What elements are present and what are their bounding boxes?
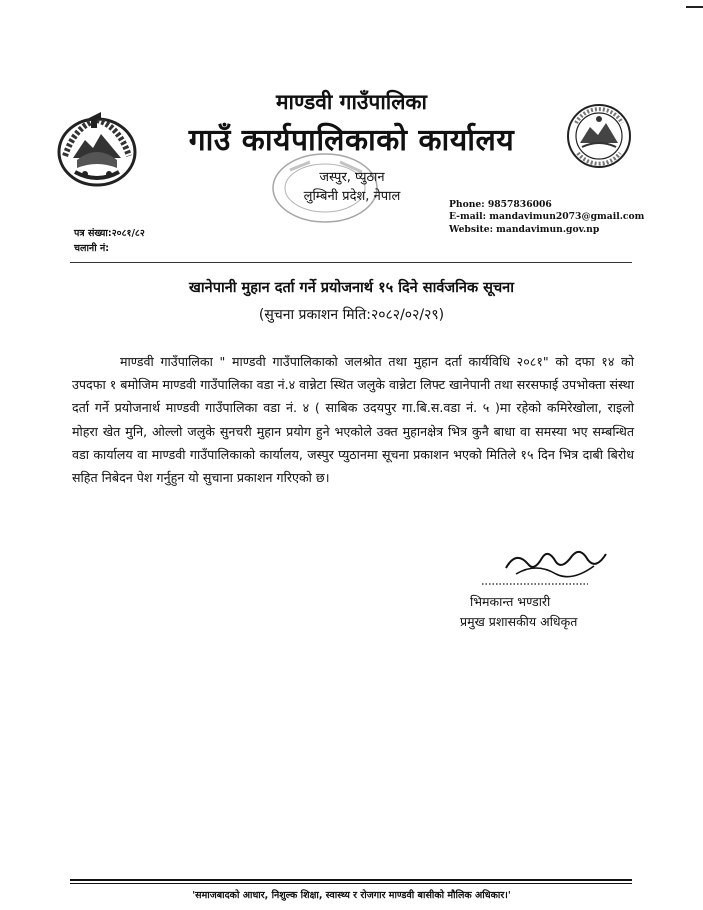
letter-number: पत्र संख्या:२०८१/८२ <box>74 228 145 239</box>
header-divider <box>70 262 632 263</box>
footer-divider-thin <box>70 883 632 884</box>
footer-divider-thick <box>70 879 632 881</box>
handwritten-signature-icon <box>476 540 621 598</box>
notice-body: माण्डवी गाउँपालिका " माण्डवी गाउँपालिकाको जलश्रोत तथा मुहान दर्ता कार्यविधि २०८१" को दफा १४ को उपदफा १ बमोजिम माण्डवी गाउँपालिका वडा नं.४ वान्नेटा स्थित जलुके वान्नेटा लिफ्ट खानेपानी तथा सरसफाई उपभोक्ता संस्था दर्ता गर्ने प्रयोजनार्थ माण्डवी गाउँपालिका वडा नं. ४ ( साबिक उदयपुर गा.बि.स.वडा नं. ५ )मा रहेको कमिरेखोला, राइलो मोहरा खेत मुनि, ओल्लो जलुके सुनचरी मुहान प्रयोग हुने भएकोले उक्त मुहानक्षेत्र भित्र कुनै बाधा वा समस्या भए सम्बन्धित वडा कार्यालय वा माण्डवी गाउँपालिकाको कार्यालय, जस्पुर प्युठानमा सूचना प्रकाशन भएको मितिले १५ दिन भित्र दाबी बिरोध सहित निबेदन पेश गर्नुहुन यो सुचाना प्रकाशन गरिएको छ। <box>72 354 634 486</box>
office-name: गाउँ कार्यपालिकाको कार्यालय <box>188 123 515 158</box>
address-province: लुम्बिनी प्रदेश, नेपाल <box>303 189 401 204</box>
notice-publish-date: (सुचना प्रकाशन मिति:२०८२/०२/२९) <box>258 307 445 323</box>
contact-block <box>449 199 644 236</box>
municipality-name: माण्डवी गाउँपालिका <box>275 90 427 114</box>
top-edge-line <box>686 6 703 8</box>
address-city: जस्पुर, प्युठान <box>319 170 385 185</box>
dispatch-number: चलानी नं: <box>74 243 110 254</box>
signatory-name: भिमकान्त भण्डारी <box>470 594 551 609</box>
contact-website: Website: mandavimun.gov.np <box>449 223 600 235</box>
signatory-title: प्रमुख प्रशासकीय अधिकृत <box>460 614 578 629</box>
footer-motto: 'समाजबादको आधार, निशुल्क शिक्षा, स्वास्थ्य र रोजगार माण्डवी बासीको मौलिक अधिकार।' <box>192 890 511 901</box>
contact-phone: Phone: 9857836006 <box>449 199 552 210</box>
contact-email: E-mail: mandavimun2073@gmail.com <box>449 211 645 223</box>
office-address <box>282 168 422 206</box>
notice-title: खानेपानी मुहान दर्ता गर्ने प्रयोजनार्थ १५ दिने सार्वजनिक सूचना <box>189 280 514 296</box>
